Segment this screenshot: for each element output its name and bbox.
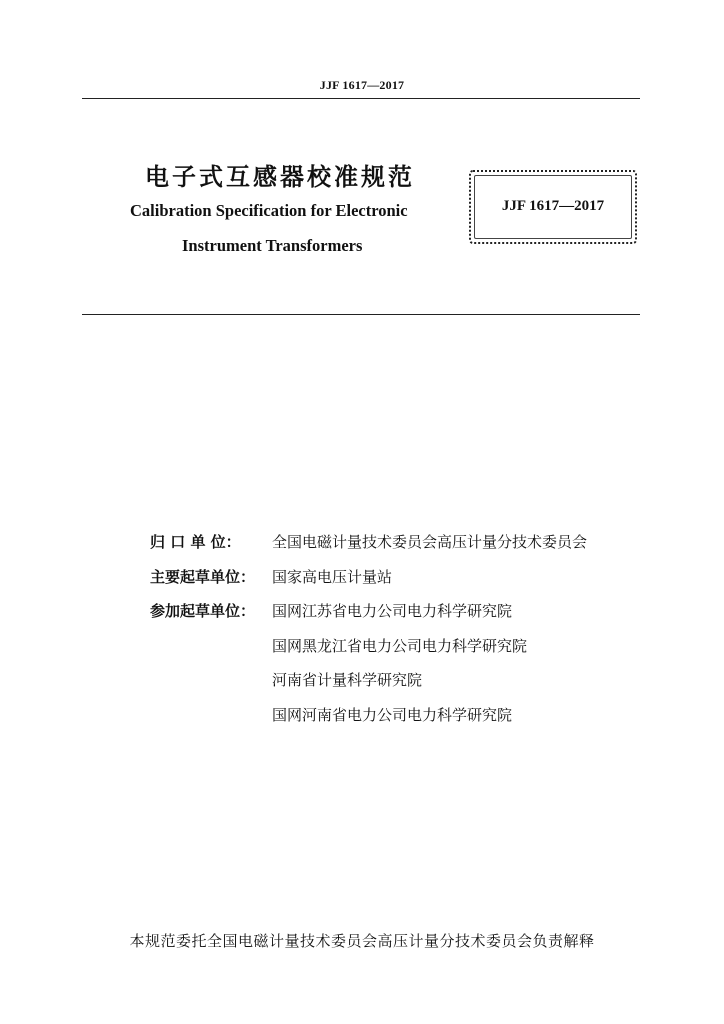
- standard-code-box: [469, 170, 637, 244]
- participant-item: 河南省计量科学研究院: [272, 671, 423, 689]
- participants-label: 参加起草单位：: [150, 602, 256, 620]
- title-rule: [82, 314, 640, 315]
- header-code: JJF 1617—2017: [319, 78, 405, 92]
- title-chinese: 电子式互感器校准规范: [145, 163, 415, 191]
- responsible-unit-label: 归 口 单 位：: [150, 533, 241, 551]
- participant-item: 国网江苏省电力公司电力科学研究院: [272, 602, 513, 620]
- responsible-unit-value: 全国电磁计量技术委员会高压计量分技术委员会: [272, 533, 588, 551]
- footer-note: 本规范委托全国电磁计量技术委员会高压计量分技术委员会负责解释: [129, 932, 595, 950]
- main-drafter-value: 国家高电压计量站: [272, 568, 393, 586]
- standard-code: JJF 1617—2017: [501, 198, 605, 214]
- header-rule: [82, 98, 640, 99]
- participant-item: 国网黑龙江省电力公司电力科学研究院: [272, 637, 528, 655]
- participant-item: 国网河南省电力公司电力科学研究院: [272, 706, 513, 724]
- main-drafter-label: 主要起草单位：: [150, 568, 256, 586]
- title-english-line2: Instrument Transformers: [182, 236, 363, 255]
- title-english-line1: Calibration Specification for Electronic: [130, 201, 408, 220]
